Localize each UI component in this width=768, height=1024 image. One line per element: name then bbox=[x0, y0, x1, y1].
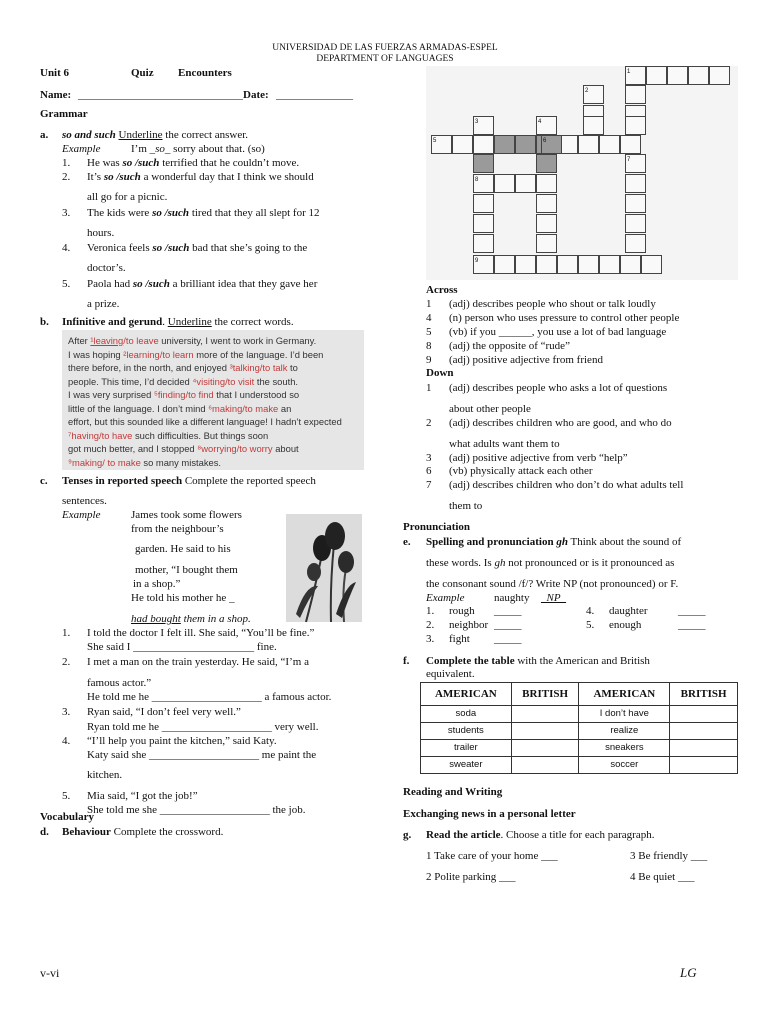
university-title: UNIVERSIDAD DE LAS FUERZAS ARMADAS-ESPEL bbox=[272, 43, 498, 53]
section-g-instructions bbox=[426, 828, 654, 842]
crossword-cell[interactable] bbox=[515, 255, 536, 274]
c-item-l2[interactable]: Ryan told me he ____________________ very well. bbox=[87, 721, 319, 733]
encounters-label: Encounters bbox=[178, 67, 232, 79]
crossword-cell[interactable] bbox=[557, 255, 578, 274]
e-line2-gh: gh bbox=[494, 557, 506, 569]
crossword-cell[interactable] bbox=[473, 194, 494, 213]
section-f-label: f. bbox=[403, 655, 410, 667]
c-item-number: 1. bbox=[62, 627, 71, 639]
tulip-photo bbox=[286, 514, 362, 622]
passage-option[interactable]: ⁹making/ to make bbox=[68, 456, 141, 468]
down-clue-text-cont: them to bbox=[449, 500, 483, 512]
word-number: 4. bbox=[586, 605, 595, 617]
crossword-cell[interactable] bbox=[625, 154, 646, 173]
example-pre: I’m bbox=[131, 143, 150, 155]
c-example-line: in a shop.” bbox=[133, 578, 181, 590]
crossword-cell[interactable] bbox=[625, 174, 646, 193]
title-option-2[interactable]: 2 Polite parking ___ bbox=[426, 871, 516, 883]
crossword-cell[interactable] bbox=[473, 174, 494, 193]
section-g-label: g. bbox=[403, 829, 412, 841]
crossword-cell[interactable] bbox=[620, 255, 641, 274]
a-item-line bbox=[87, 261, 126, 275]
section-e-line-3: the consonant sound /f/? Write NP (not pronounced) or F. bbox=[426, 578, 679, 590]
table-answer-cell[interactable] bbox=[670, 740, 738, 757]
tulip-icon bbox=[286, 514, 362, 622]
across-clue-number: 4 bbox=[426, 312, 432, 324]
a-item-pre: hours. bbox=[87, 227, 115, 239]
section-c-title: Tenses in reported speech bbox=[62, 475, 183, 487]
c-item-number: 4. bbox=[62, 735, 71, 747]
c-item-l1: “I’ll help you paint the kitchen,” said Katy. bbox=[87, 735, 277, 747]
section-a-label: a. bbox=[40, 129, 49, 141]
word-text: fight bbox=[449, 633, 470, 645]
passage-text: there before, in the north, and enjoyed bbox=[68, 362, 230, 373]
across-heading: Across bbox=[426, 284, 458, 296]
crossword-cell[interactable] bbox=[599, 135, 620, 154]
crossword-cell[interactable] bbox=[536, 174, 557, 193]
name-label: Name: bbox=[40, 89, 72, 101]
passage-text: that I understood so bbox=[213, 389, 300, 400]
passage-line bbox=[68, 402, 291, 416]
section-f-instructions-2: equivalent. bbox=[426, 668, 475, 680]
section-a-title: so and such bbox=[62, 129, 116, 141]
crossword-cell[interactable] bbox=[494, 255, 515, 274]
crossword-cell[interactable] bbox=[494, 174, 515, 193]
c-item-l3[interactable]: kitchen. bbox=[87, 769, 123, 781]
passage-text: an bbox=[278, 402, 292, 414]
table-answer-cell[interactable] bbox=[511, 757, 579, 774]
c-example-answer-line bbox=[131, 612, 251, 626]
crossword-grid bbox=[426, 66, 738, 280]
a-item-post: bad that she’s going to the bbox=[189, 242, 308, 254]
crossword-cell[interactable] bbox=[646, 66, 667, 85]
crossword-cell[interactable] bbox=[431, 135, 452, 154]
table-row bbox=[421, 757, 738, 774]
crossword-cell[interactable] bbox=[536, 255, 557, 274]
down-clue-text: (adj) describes children who are good, and who do bbox=[449, 417, 672, 429]
footer-right: LG bbox=[680, 965, 697, 980]
passage-text: effort, but this sounded like a different language! I hadn’t expected bbox=[68, 416, 342, 427]
gerund-passage bbox=[62, 330, 364, 470]
crossword-cell-number: 6 bbox=[543, 138, 547, 144]
footer-left: v-vi bbox=[40, 966, 60, 980]
crossword-cell-number: 2 bbox=[585, 88, 589, 94]
crossword-cell[interactable] bbox=[641, 255, 662, 274]
c-item-l1: I told the doctor I felt ill. She said, “You’ll be fine.” bbox=[87, 627, 315, 639]
passage-line bbox=[68, 348, 323, 362]
passage-text: about bbox=[272, 443, 299, 454]
word-number: 3. bbox=[426, 633, 435, 645]
crossword-cell-number: 8 bbox=[475, 177, 479, 183]
down-clue-text: (adj) positive adjective from verb “help” bbox=[449, 452, 628, 464]
section-a-instructions bbox=[62, 128, 248, 142]
across-clue-text: (vb) if you ______, you use a lot of bad language bbox=[449, 326, 667, 338]
passage-line bbox=[68, 361, 298, 375]
crossword-cell[interactable] bbox=[583, 116, 604, 135]
across-clue-text: (adj) the opposite of “rude” bbox=[449, 340, 570, 352]
a-item-pre: The kids were bbox=[87, 207, 153, 219]
crossword-cell[interactable] bbox=[583, 85, 604, 104]
section-d-label: d. bbox=[40, 826, 49, 838]
a-item-post: a brilliant idea that they gave her bbox=[169, 278, 318, 290]
a-item-line bbox=[87, 297, 119, 311]
down-clue-number: 1 bbox=[426, 382, 432, 394]
table-header-cell: AMERICAN bbox=[421, 683, 512, 706]
section-b-dot: . bbox=[162, 316, 168, 328]
a-item-line bbox=[87, 277, 317, 291]
down-clue-number: 3 bbox=[426, 452, 432, 464]
passage-text: I was hoping bbox=[68, 348, 124, 360]
a-item-pre: all go for a picnic. bbox=[87, 191, 168, 203]
title-option-1[interactable]: 1 Take care of your home ___ bbox=[426, 850, 558, 862]
across-clue-number: 1 bbox=[426, 298, 432, 310]
section-c-label: c. bbox=[40, 475, 48, 487]
a-item-number: 5. bbox=[62, 278, 71, 290]
table-header-cell: BRITISH bbox=[670, 683, 738, 706]
crossword-cell[interactable] bbox=[473, 234, 494, 253]
down-clue-text: (adj) describes people who asks a lot of questions bbox=[449, 382, 668, 394]
a-item-post: a wonderful day that I think we should bbox=[140, 171, 314, 183]
passage-text: After bbox=[68, 335, 91, 346]
c-example-line: mother, “I bought them bbox=[135, 564, 238, 576]
a-item-pre: Veronica feels bbox=[87, 242, 153, 254]
c-item-l1: I met a man on the train yesterday. He said, “I’m a bbox=[87, 656, 309, 668]
passage-option[interactable]: ⁸worrying/to worry bbox=[197, 443, 273, 454]
a-item-line bbox=[87, 156, 299, 170]
down-clue-text-cont: what adults want them to bbox=[449, 438, 560, 450]
c-item-number: 3. bbox=[62, 706, 71, 718]
passage-option[interactable]: ¹leaving bbox=[90, 335, 124, 346]
table-answer-cell[interactable] bbox=[670, 757, 738, 774]
grammar-heading: Grammar bbox=[40, 108, 88, 120]
passage-text: little of the language. I don’t mind bbox=[68, 402, 209, 414]
passage-option[interactable]: ⁶making/to make bbox=[208, 402, 279, 414]
section-e-label: e. bbox=[403, 536, 411, 548]
c-example-line: James took some flowers bbox=[131, 509, 242, 521]
crossword-cell[interactable] bbox=[536, 234, 557, 253]
c-item-l2[interactable]: famous actor.” bbox=[87, 677, 152, 689]
word-number: 5. bbox=[586, 619, 595, 631]
passage-option[interactable]: /to leave bbox=[123, 335, 159, 346]
across-clue-number: 8 bbox=[426, 340, 432, 352]
e-line2-c: not pronounced or is it pronounced as bbox=[505, 557, 675, 569]
section-d-instructions bbox=[62, 825, 223, 839]
word-answer-blank[interactable]: _____ bbox=[494, 619, 522, 631]
section-g-title: Read the article bbox=[426, 829, 501, 841]
passage-text: more of the language. I’d been bbox=[193, 348, 324, 360]
a-item-number: 4. bbox=[62, 242, 71, 254]
table-body bbox=[421, 706, 738, 774]
c-item-l2[interactable]: She said I ______________________ fine. bbox=[87, 641, 277, 653]
table-cell: students bbox=[421, 723, 512, 740]
example-label: Example bbox=[62, 143, 101, 155]
c-item-l3[interactable]: He told me he ____________________ a famous actor. bbox=[87, 691, 332, 703]
passage-line bbox=[68, 456, 221, 470]
e-line2-a: these words. Is bbox=[426, 557, 495, 569]
a-item-option[interactable]: so /such bbox=[122, 157, 160, 169]
crossword-cell[interactable] bbox=[625, 234, 646, 253]
e-example-answer: _NP_ bbox=[541, 592, 567, 604]
a-item-post: tired that they all slept for 12 bbox=[189, 207, 320, 219]
crossword-cell[interactable] bbox=[515, 174, 536, 193]
c-example-answer-post: them in a shop. bbox=[180, 613, 251, 625]
table-row bbox=[421, 723, 738, 740]
department-title: DEPARTMENT OF LANGUAGES bbox=[316, 54, 454, 64]
crossword-cell[interactable] bbox=[473, 214, 494, 233]
table-cell: soda bbox=[421, 706, 512, 723]
title-option-3[interactable]: 3 Be friendly ___ bbox=[630, 850, 708, 862]
passage-line bbox=[68, 442, 299, 456]
a-item-option[interactable]: so /such bbox=[152, 207, 190, 219]
a-item-option[interactable]: so /such bbox=[132, 278, 170, 290]
a-item-post: terrified that he couldn’t move. bbox=[159, 157, 300, 169]
unit-label: Unit 6 bbox=[40, 67, 70, 79]
date-line[interactable]: ______________ bbox=[276, 89, 353, 101]
crossword-cell[interactable] bbox=[452, 135, 473, 154]
c-example-label: Example bbox=[62, 509, 101, 521]
c-example-line: garden. He said to his bbox=[135, 543, 231, 555]
section-e-instructions bbox=[426, 535, 681, 549]
section-b-label: b. bbox=[40, 316, 49, 328]
c-example-line: from the neighbour’s bbox=[131, 523, 224, 535]
pronunciation-heading: Pronunciation bbox=[403, 521, 471, 533]
reading-heading: Reading and Writing bbox=[403, 786, 503, 798]
crossword-cell[interactable] bbox=[599, 255, 620, 274]
passage-line bbox=[68, 375, 298, 389]
table-cell: I don’t have bbox=[579, 706, 670, 723]
passage-text: to bbox=[287, 362, 298, 373]
table-cell: sweater bbox=[421, 757, 512, 774]
crossword-cell[interactable] bbox=[473, 255, 494, 274]
down-clue-text-cont: about other people bbox=[449, 403, 531, 415]
e-example-label: Example bbox=[426, 592, 465, 604]
down-clue-text: (adj) describes children who don’t do what adults tell bbox=[449, 479, 684, 491]
section-c-instructions-2: sentences. bbox=[62, 495, 107, 507]
section-f-instr: with the American and British bbox=[514, 655, 650, 667]
a-item-pre: a prize. bbox=[87, 298, 120, 310]
crossword-cell[interactable] bbox=[536, 154, 557, 173]
passage-option[interactable]: ⁵finding/to find bbox=[153, 389, 214, 400]
name-line[interactable]: ______________________________ bbox=[78, 89, 243, 101]
crossword-cell[interactable] bbox=[494, 135, 515, 154]
c-example-line: He told his mother he _ bbox=[131, 592, 235, 604]
a-item-pre: It’s bbox=[87, 171, 104, 183]
crossword-cell[interactable] bbox=[625, 85, 646, 104]
c-item-l1: Mia said, “I got the job!” bbox=[87, 790, 198, 802]
passage-text: people. This time, I’d decided bbox=[68, 375, 193, 387]
a-item-option[interactable]: so /such bbox=[152, 242, 190, 254]
across-clue-text: (n) person who uses pressure to control other people bbox=[449, 312, 680, 324]
section-e-line-2 bbox=[426, 556, 674, 570]
a-item-option[interactable]: so /such bbox=[103, 171, 141, 183]
table-cell: sneakers bbox=[579, 740, 670, 757]
c-item-l2[interactable]: Katy said she ____________________ me paint the bbox=[87, 749, 317, 761]
crossword-cell[interactable] bbox=[667, 66, 688, 85]
table-cell: trailer bbox=[421, 740, 512, 757]
crossword-cell[interactable] bbox=[625, 116, 646, 135]
crossword-cell-number: 1 bbox=[627, 69, 631, 75]
table-header-cell: AMERICAN bbox=[579, 683, 670, 706]
word-answer-blank[interactable]: _____ bbox=[494, 605, 522, 617]
crossword-cell[interactable] bbox=[536, 194, 557, 213]
crossword-cell[interactable] bbox=[473, 135, 494, 154]
crossword-cell[interactable] bbox=[578, 135, 599, 154]
section-b-instructions bbox=[62, 315, 294, 329]
section-g-instr: . Choose a title for each paragraph. bbox=[500, 829, 655, 841]
section-c-instr: Complete the reported speech bbox=[182, 475, 316, 487]
across-clue-number: 5 bbox=[426, 326, 432, 338]
a-item-line bbox=[87, 241, 307, 255]
c-item-l2[interactable]: She told me she ____________________ the job. bbox=[87, 804, 306, 816]
across-clue-number: 9 bbox=[426, 354, 432, 366]
c-item-number: 5. bbox=[62, 790, 71, 802]
across-clue-text: (adj) describes people who shout or talk loudly bbox=[449, 298, 656, 310]
table-header-cell: BRITISH bbox=[511, 683, 579, 706]
passage-option[interactable]: ⁷having/to have bbox=[68, 429, 133, 441]
word-answer-blank[interactable]: _____ bbox=[678, 605, 706, 617]
passage-text: university, I went to work in Germany. bbox=[158, 335, 317, 346]
passage-text: so many mistakes. bbox=[140, 456, 222, 468]
underline-word: Underline bbox=[118, 129, 163, 141]
table-cell: realize bbox=[579, 723, 670, 740]
word-answer-blank[interactable]: _____ bbox=[678, 619, 706, 631]
crossword-cell-number: 5 bbox=[433, 138, 437, 144]
section-c-instructions bbox=[62, 474, 316, 488]
word-answer-blank[interactable]: _____ bbox=[494, 633, 522, 645]
example-post: sorry about that. (so) bbox=[170, 143, 265, 155]
crossword-cell[interactable] bbox=[473, 116, 494, 135]
equivalents-table bbox=[420, 682, 738, 774]
quiz-label: Quiz bbox=[131, 67, 154, 79]
c-item-l1: Ryan said, “I don’t feel very well.” bbox=[87, 706, 241, 718]
crossword-cell[interactable] bbox=[709, 66, 730, 85]
section-e-title: Spelling and pronunciation bbox=[426, 536, 557, 548]
table-answer-cell[interactable] bbox=[670, 706, 738, 723]
crossword-cell-number: 4 bbox=[538, 119, 542, 125]
across-clue-text: (adj) positive adjective from friend bbox=[449, 354, 603, 366]
crossword-cell[interactable] bbox=[541, 135, 562, 154]
passage-option[interactable]: ³talking/to talk bbox=[229, 362, 288, 373]
example-sentence bbox=[131, 142, 265, 156]
crossword-cell-number: 3 bbox=[475, 119, 479, 125]
word-text: rough bbox=[449, 605, 475, 617]
crossword-cell[interactable] bbox=[620, 135, 641, 154]
section-b-title: Infinitive and gerund bbox=[62, 316, 163, 328]
a-item-line bbox=[87, 206, 320, 220]
crossword-cell[interactable] bbox=[578, 255, 599, 274]
passage-option[interactable]: ⁴visiting/to visit bbox=[192, 375, 255, 387]
passage-text: the south. bbox=[254, 375, 299, 387]
a-item-line bbox=[87, 170, 314, 184]
underline-word: Underline bbox=[167, 316, 212, 328]
a-item-line bbox=[87, 190, 167, 204]
c-example-answer: had bought bbox=[131, 613, 181, 625]
table-answer-cell[interactable] bbox=[670, 723, 738, 740]
c-item-number: 2. bbox=[62, 656, 71, 668]
down-clue-number: 6 bbox=[426, 465, 432, 477]
crossword-cell-number: 9 bbox=[475, 258, 479, 264]
crossword-cell[interactable] bbox=[688, 66, 709, 85]
word-text: daughter bbox=[609, 605, 648, 617]
section-d-title: Behaviour bbox=[62, 826, 111, 838]
passage-line bbox=[68, 388, 299, 402]
word-number: 1. bbox=[426, 605, 435, 617]
passage-text: got much better, and I stopped bbox=[68, 443, 198, 454]
section-a-instr: the correct answer. bbox=[162, 129, 249, 141]
e-example-word: naughty bbox=[494, 592, 530, 604]
crossword-cell[interactable] bbox=[625, 214, 646, 233]
crossword-cell[interactable] bbox=[473, 154, 494, 173]
table-row bbox=[421, 740, 738, 757]
down-clue-number: 7 bbox=[426, 479, 432, 491]
down-heading: Down bbox=[426, 367, 454, 379]
table-answer-cell[interactable] bbox=[511, 723, 579, 740]
passage-line bbox=[68, 429, 268, 443]
example-answer: _so_ bbox=[149, 143, 171, 155]
crossword-cell[interactable] bbox=[515, 135, 536, 154]
crossword-cell[interactable] bbox=[625, 194, 646, 213]
a-item-pre: doctor’s. bbox=[87, 262, 126, 274]
word-number: 2. bbox=[426, 619, 435, 631]
section-e-gh: gh bbox=[556, 536, 568, 548]
passage-text: such difficulties. But things soon bbox=[132, 429, 269, 441]
passage-line bbox=[68, 334, 316, 348]
table-cell: soccer bbox=[579, 757, 670, 774]
reading-subtitle: Exchanging news in a personal letter bbox=[403, 808, 576, 820]
section-d-instr: Complete the crossword. bbox=[110, 826, 224, 838]
a-item-number: 1. bbox=[62, 157, 71, 169]
section-f-instructions bbox=[426, 654, 650, 668]
a-item-pre: Paola had bbox=[87, 278, 133, 290]
passage-text: I was very surprised bbox=[68, 389, 154, 400]
crossword-cell[interactable] bbox=[536, 116, 557, 135]
table-row bbox=[421, 706, 738, 723]
crossword-cell-number: 7 bbox=[627, 157, 631, 163]
a-item-number: 3. bbox=[62, 207, 71, 219]
a-item-number: 2. bbox=[62, 171, 71, 183]
crossword-cell[interactable] bbox=[625, 66, 646, 85]
word-text: enough bbox=[609, 619, 642, 631]
a-item-line bbox=[87, 226, 114, 240]
section-e-instr: Think about the sound of bbox=[567, 536, 682, 548]
word-text: neighbor bbox=[449, 619, 489, 631]
vocabulary-heading: Vocabulary bbox=[40, 811, 94, 823]
down-clue-number: 2 bbox=[426, 417, 432, 429]
table-answer-cell[interactable] bbox=[511, 740, 579, 757]
passage-line bbox=[68, 415, 342, 429]
table-answer-cell[interactable] bbox=[511, 706, 579, 723]
section-b-instr: the correct words. bbox=[211, 316, 294, 328]
crossword-cell[interactable] bbox=[536, 214, 557, 233]
section-f-title: Complete the table bbox=[426, 655, 515, 667]
title-option-4[interactable]: 4 Be quiet ___ bbox=[630, 871, 695, 883]
down-clue-text: (vb) physically attack each other bbox=[449, 465, 593, 477]
a-item-pre: He was bbox=[87, 157, 123, 169]
passage-option[interactable]: ²learning/to learn bbox=[123, 348, 194, 360]
table-header-row bbox=[421, 683, 738, 706]
date-label: Date: bbox=[243, 89, 269, 101]
